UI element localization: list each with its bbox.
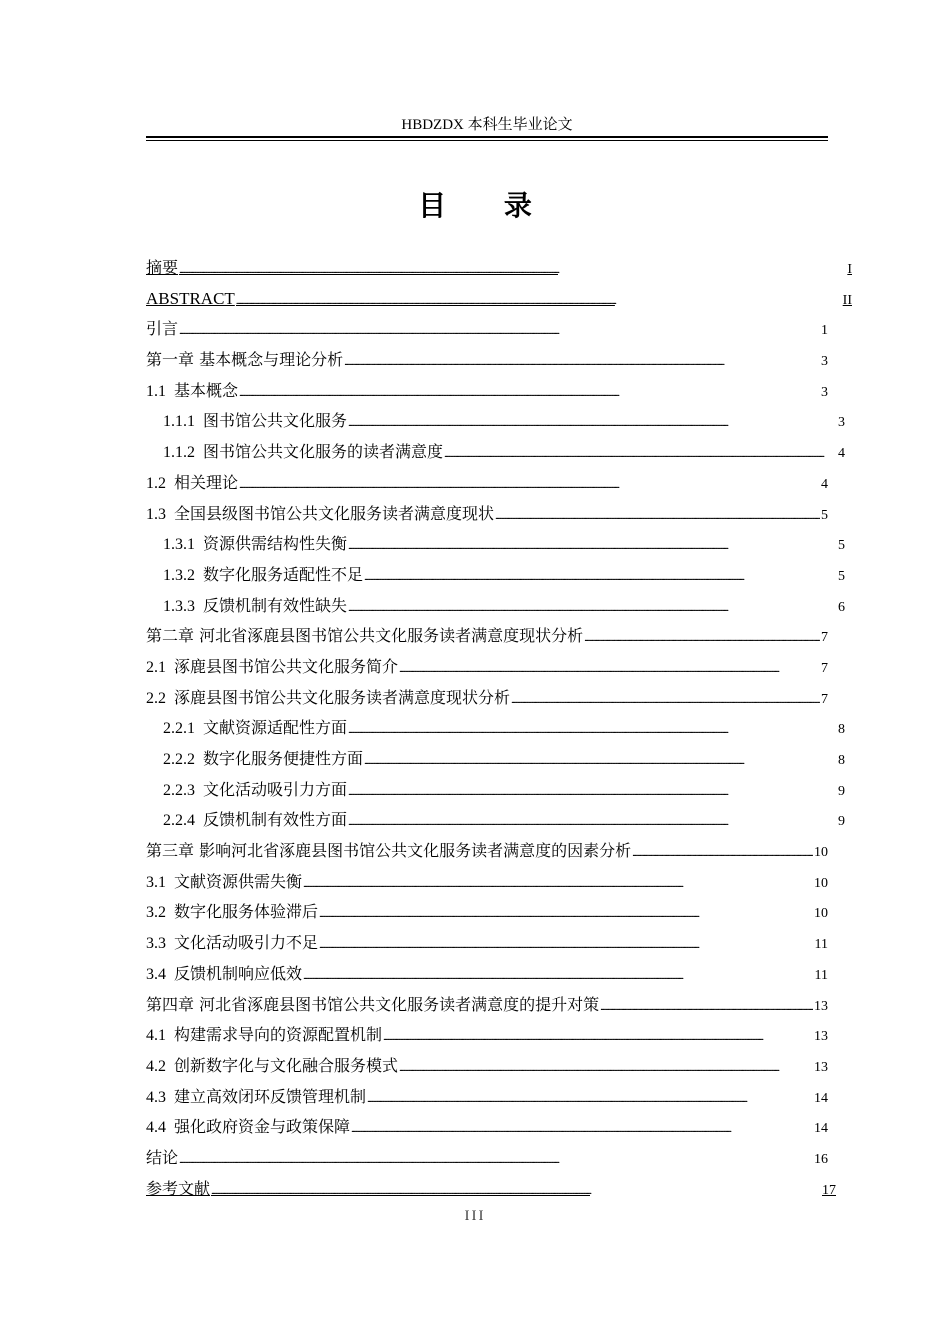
toc-entry-label	[146, 928, 318, 960]
toc-dot-leader	[348, 715, 837, 746]
toc-dot-leader	[303, 869, 813, 900]
toc-entry-label	[163, 406, 347, 438]
toc-entry[interactable]	[146, 314, 828, 345]
toc-page-number: 3	[821, 384, 828, 400]
toc-entry-text: 创新数字化与文化融合服务模式	[174, 1055, 399, 1075]
toc-entry-text: 资源供需结构性失衡	[203, 534, 348, 554]
toc-entry-number: 2.2.2	[163, 751, 195, 768]
toc-entry-label	[146, 345, 343, 376]
toc-page-number: 10	[814, 875, 828, 891]
toc-dot-leader	[348, 531, 837, 562]
toc-entry-text: 全国县级图书馆公共文化服务读者满意度现状	[174, 503, 495, 523]
toc-dot-leader	[319, 899, 813, 930]
toc-entry-number: 2.2	[146, 689, 166, 707]
toc-entry[interactable]	[146, 990, 828, 1021]
toc-entry[interactable]	[146, 652, 828, 683]
toc-entry-number: 4.3	[146, 1088, 166, 1106]
toc-entry-label	[146, 1082, 366, 1114]
toc-entry-number: 4.4	[146, 1119, 166, 1137]
toc-page-number: 17	[822, 1182, 836, 1198]
toc-entry-text: 反馈机制有效性缺失	[203, 595, 348, 615]
toc-entry-number: 1.3.1	[163, 536, 195, 554]
toc-entry-label	[146, 314, 178, 345]
toc-entry[interactable]	[146, 1051, 828, 1082]
toc-entry-text: 第一章 基本概念与理论分析	[146, 350, 344, 370]
toc-entry-text: 数字化服务适配性不足	[203, 564, 364, 584]
toc-entry-number: 2.2.3	[163, 781, 195, 799]
toc-dot-leader	[319, 930, 814, 961]
toc-entry[interactable]	[146, 1020, 828, 1051]
toc-entry[interactable]	[146, 1143, 828, 1174]
toc-dot-leader	[584, 623, 820, 654]
toc-entry-text: 相关理论	[174, 472, 239, 492]
toc-entry-label	[163, 437, 443, 469]
header-rule	[146, 136, 828, 138]
toc-entry[interactable]	[146, 529, 845, 560]
toc-entry[interactable]	[146, 959, 828, 990]
toc-entry[interactable]	[146, 713, 845, 744]
toc-entry-label	[146, 621, 583, 652]
toc-page-number: 3	[838, 415, 845, 431]
toc-entry-label	[163, 775, 347, 807]
toc-entry-number: 1.3	[146, 505, 166, 523]
toc-entry-label	[163, 560, 363, 592]
toc-entry-text: 第四章 河北省涿鹿县图书馆公共文化服务读者满意度的提升对策	[146, 994, 600, 1014]
toc-page-number: 10	[814, 845, 828, 861]
toc-dot-leader	[351, 1114, 813, 1145]
header-rule-thin	[146, 140, 828, 141]
toc-entry-label	[146, 959, 302, 991]
toc-entry-text: 图书馆公共文化服务	[203, 411, 348, 431]
toc-dot-leader	[511, 685, 820, 716]
toc-entry[interactable]	[146, 867, 828, 898]
toc-dot-leader	[383, 1022, 813, 1053]
toc-page-number: 9	[838, 814, 845, 830]
toc-entry-text: 引言	[146, 319, 179, 339]
toc-page-number: 14	[814, 1090, 828, 1106]
toc-entry-label	[146, 1174, 210, 1205]
toc-entry-text: 参考文献	[146, 1178, 211, 1198]
toc-page-number: 3	[821, 354, 828, 370]
toc-dot-leader	[600, 992, 813, 1023]
toc-page-number: 13	[814, 998, 828, 1014]
toc-page-number: 7	[821, 691, 828, 707]
toc-dot-leader	[495, 501, 820, 532]
toc-entry-text: 文献资源供需失衡	[174, 871, 303, 891]
toc-dot-leader	[632, 838, 813, 869]
running-header: HBDZDX 本科生毕业论文	[401, 117, 573, 133]
toc-entry-number: 2.1	[146, 658, 166, 676]
toc-entry-label	[163, 591, 347, 623]
toc-entry-text: 数字化服务便捷性方面	[203, 749, 364, 768]
toc-dot-leader	[179, 316, 820, 347]
toc-entry-text: 结论	[146, 1147, 179, 1167]
toc-entry-number: 1.1	[146, 382, 166, 400]
toc-entry-text: 摘要	[146, 258, 179, 277]
table-of-contents	[146, 253, 852, 1204]
toc-page-number: 13	[814, 1059, 828, 1075]
toc-dot-leader	[236, 286, 842, 317]
toc-page-number: 6	[838, 599, 845, 615]
toc-entry-text: 建立高效闭环反馈管理机制	[174, 1086, 367, 1106]
toc-page-number: 8	[838, 753, 845, 768]
toc-entry-label	[146, 253, 178, 284]
toc-page-number: 11	[814, 967, 828, 983]
toc-title: 目 录	[418, 189, 556, 222]
toc-entry[interactable]	[146, 345, 828, 376]
toc-page-number: 9	[838, 783, 845, 799]
toc-dot-leader	[348, 807, 837, 838]
toc-entry-label	[163, 805, 347, 837]
toc-entry-text: 反馈机制有效性方面	[203, 810, 348, 830]
toc-dot-leader	[399, 1053, 813, 1084]
page-number: III	[464, 1208, 486, 1224]
toc-dot-leader	[239, 470, 820, 501]
toc-entry[interactable]	[146, 836, 828, 867]
toc-entry-number: 1.1.1	[163, 413, 195, 431]
toc-entry-label	[163, 529, 347, 561]
toc-entry[interactable]	[146, 406, 845, 437]
toc-entry-text: 第二章 河北省涿鹿县图书馆公共文化服务读者满意度现状分析	[146, 626, 584, 646]
toc-entry-number: 1.3.2	[163, 566, 195, 584]
toc-page-number: 4	[838, 446, 845, 462]
toc-entry-label	[146, 376, 238, 408]
toc-entry-number: 3.2	[146, 904, 166, 922]
toc-dot-leader	[179, 1145, 813, 1176]
toc-entry-text: 涿鹿县图书馆公共文化服务简介	[174, 656, 399, 676]
toc-page-number: I	[847, 262, 852, 277]
toc-entry-number: 1.1.2	[163, 444, 195, 462]
toc-entry-label	[146, 990, 599, 1021]
toc-entry[interactable]	[146, 437, 845, 468]
toc-dot-leader	[348, 408, 837, 439]
toc-entry[interactable]	[146, 468, 828, 499]
toc-page-number: 13	[814, 1029, 828, 1045]
toc-entry-text: 反馈机制响应低效	[174, 963, 303, 983]
toc-dot-leader	[344, 347, 820, 378]
toc-entry-label	[146, 1112, 350, 1144]
toc-dot-leader	[364, 562, 837, 593]
toc-page-number: 5	[838, 538, 845, 554]
toc-dot-leader	[303, 961, 814, 992]
toc-dot-leader	[399, 654, 820, 685]
toc-entry-label	[163, 744, 363, 776]
toc-entry-number: 3.4	[146, 965, 166, 983]
toc-entry-number: 3.3	[146, 935, 166, 953]
toc-entry-number: 4.2	[146, 1057, 166, 1075]
toc-page-number: 14	[814, 1121, 828, 1137]
toc-entry[interactable]	[146, 1082, 828, 1113]
toc-entry-text: 第三章 影响河北省涿鹿县图书馆公共文化服务读者满意度的因素分析	[146, 841, 632, 861]
toc-entry[interactable]	[146, 560, 845, 591]
toc-entry[interactable]	[146, 744, 845, 775]
toc-dot-leader	[348, 593, 837, 624]
toc-page-number: 1	[821, 323, 828, 339]
toc-entry-label	[146, 683, 510, 715]
toc-entry[interactable]	[146, 253, 852, 284]
toc-entry-text: 强化政府资金与政策保障	[174, 1117, 351, 1137]
toc-entry-number: 2.2.1	[163, 720, 195, 738]
toc-entry-number: 1.2	[146, 474, 166, 492]
toc-entry-label	[146, 897, 318, 929]
toc-entry-label	[163, 713, 347, 745]
toc-entry-label	[146, 284, 235, 316]
toc-entry-label	[146, 1020, 382, 1052]
toc-page-number: 11	[814, 937, 828, 953]
toc-entry[interactable]	[146, 683, 828, 714]
toc-page-number: 5	[838, 568, 845, 584]
toc-entry[interactable]	[146, 591, 845, 622]
toc-entry-text: 文化活动吸引力方面	[203, 779, 348, 799]
toc-entry-text: 基本概念	[174, 380, 239, 400]
toc-entry[interactable]	[146, 775, 845, 806]
toc-dot-leader	[367, 1084, 813, 1115]
toc-page-number: 7	[821, 660, 828, 676]
toc-entry-text: 数字化服务体验滞后	[174, 902, 319, 922]
toc-entry-label	[146, 468, 238, 500]
toc-entry[interactable]	[146, 376, 828, 407]
toc-entry[interactable]	[146, 805, 845, 836]
toc-dot-leader	[364, 746, 837, 777]
toc-entry-number: 3.1	[146, 873, 166, 891]
toc-entry-label	[146, 1143, 178, 1174]
toc-dot-leader	[444, 439, 837, 470]
toc-entry-text: 文献资源适配性方面	[203, 718, 348, 738]
toc-page-number: 8	[838, 722, 845, 738]
toc-entry[interactable]	[146, 1112, 828, 1143]
toc-entry[interactable]	[146, 621, 828, 652]
toc-page-number: 10	[814, 906, 828, 922]
toc-page-number: 5	[821, 507, 828, 523]
toc-entry-label	[146, 1051, 398, 1083]
toc-entry-label	[146, 499, 494, 531]
toc-entry-number: 1.3.3	[163, 597, 195, 615]
toc-entry-label	[146, 867, 302, 899]
toc-entry[interactable]	[146, 928, 828, 959]
toc-entry-text: 构建需求导向的资源配置机制	[174, 1025, 383, 1045]
toc-entry-text: ABSTRACT	[146, 288, 235, 308]
toc-page-number: 16	[814, 1151, 828, 1167]
toc-entry-label	[146, 652, 398, 684]
toc-dot-leader	[179, 255, 846, 286]
toc-entry[interactable]	[146, 1174, 836, 1205]
toc-entry[interactable]	[146, 284, 852, 315]
toc-entry[interactable]	[146, 499, 828, 530]
toc-entry-number: 4.1	[146, 1027, 166, 1045]
toc-page-number: 4	[821, 476, 828, 492]
toc-entry-text: 涿鹿县图书馆公共文化服务读者满意度现状分析	[174, 687, 511, 707]
toc-dot-leader	[348, 777, 837, 808]
toc-page-number: II	[842, 292, 852, 308]
toc-dot-leader	[239, 378, 820, 409]
toc-entry[interactable]	[146, 897, 828, 928]
toc-page-number: 7	[821, 630, 828, 646]
toc-entry-label	[146, 836, 631, 867]
toc-entry-number: 2.2.4	[163, 812, 195, 830]
toc-entry-text: 文化活动吸引力不足	[174, 933, 319, 953]
toc-entry-text: 图书馆公共文化服务的读者满意度	[203, 442, 444, 462]
toc-dot-leader	[211, 1176, 821, 1207]
